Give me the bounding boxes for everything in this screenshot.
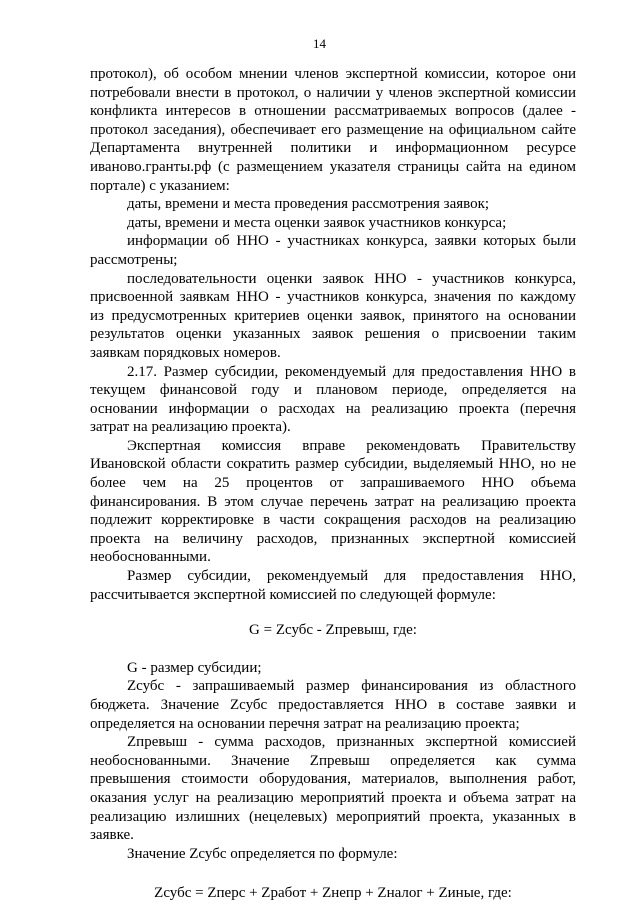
- text-line: из предусмотренных критериев оценки заявок, принятого на основании: [90, 307, 576, 324]
- text-line: проекта на величину расходов, признанных экспертной комиссией: [90, 530, 576, 547]
- text-line: необоснованными. Значение Zпревыш определяется как сумма: [90, 752, 576, 769]
- text-line: Департамента внутренней политики и информационном ресурсе: [90, 140, 576, 157]
- paragraph: [90, 567, 576, 604]
- text-line: финансирования. В этом случае перечень затрат на реализацию проекта: [90, 493, 576, 510]
- text-line: присвоенной заявкам ННО - участников конкурса, значения по каждому: [90, 289, 576, 306]
- formula-subsidy: G = Zсубс - Zпревыш, где:: [249, 622, 417, 639]
- paragraph-group-definitions: [90, 659, 576, 864]
- text-line: результатов оценки указанных заявок решения о присвоении таким: [90, 326, 576, 343]
- paragraph: [90, 677, 576, 733]
- text-line: превышения стоимости оборудования, материалов, выполнения работ,: [90, 771, 576, 788]
- text-line: подлежит корректировке в части сокращения расходов на реализацию: [90, 512, 576, 529]
- paragraph: [90, 232, 576, 269]
- text-line: информации об ННО - участниках конкурса, заявки которых были: [127, 233, 576, 250]
- text-line: Zпревыш - сумма расходов, признанных экспертной комиссией: [127, 734, 576, 751]
- text-line: заявке.: [90, 827, 134, 844]
- formula-zsubs: Zсубс = Zперс + Zработ + Zнепр + Zналог + Zиные, где:: [154, 885, 512, 902]
- text-line: 2.17. Размер субсидии, рекомендуемый для предоставления ННО в: [127, 363, 576, 380]
- text-line: бюджета. Значение Zсубс предоставляется ННО в составе заявки и: [90, 697, 576, 713]
- paragraph: [90, 195, 576, 214]
- document-body: [90, 65, 576, 903]
- text-line: Размер субсидии, рекомендуемый для предоставления ННО,: [127, 568, 576, 585]
- text-line: Zсубс - запрашиваемый размер финансирования из областного: [127, 678, 576, 695]
- paragraph: [90, 270, 576, 363]
- text-line: необоснованными.: [90, 549, 211, 566]
- text-line: Экспертная комиссия вправе рекомендовать Правительству: [127, 437, 576, 454]
- paragraph: [90, 659, 576, 678]
- text-line: оказания услуг на реализацию мероприятий проекта и объема затрат на: [90, 789, 576, 806]
- text-line: G - размер субсидии;: [127, 659, 262, 676]
- paragraph: [90, 845, 576, 864]
- text-line: Значение Zсубс определяется по формуле:: [127, 845, 398, 862]
- text-line: даты, времени и места оценки заявок участников конкурса;: [127, 214, 507, 231]
- text-line: затрат на реализацию проекта).: [90, 419, 291, 436]
- paragraph: [90, 363, 576, 437]
- text-line: реализацию излишних (нецелевых) мероприятий проекта, указанных в: [90, 808, 576, 825]
- text-line: портале) с указанием:: [90, 177, 230, 194]
- paragraph: [90, 65, 576, 195]
- text-line: протокол), об особом мнении членов экспертной комиссии, которое они: [90, 66, 576, 82]
- text-line: иваново.гранты.рф (с размещением указателя страницы сайта на едином: [90, 158, 576, 175]
- page-number: 14: [313, 36, 326, 51]
- text-line: рассчитывается экспертной комиссией по следующей формуле:: [90, 586, 496, 603]
- text-line: конфликта интересов в отношении рассматриваемых вопросов (далее -: [90, 103, 576, 120]
- text-line: рассмотрены;: [90, 251, 178, 268]
- paragraph-group-main: [90, 65, 576, 604]
- text-line: основании информации о расходах на реализацию проекта (перечня: [90, 400, 576, 417]
- paragraph: [90, 214, 576, 233]
- paragraph: [90, 733, 576, 845]
- text-line: более чем на 25 процентов от запрашиваемого ННО объема: [90, 475, 576, 492]
- text-line: протокол заседания), обеспечивает его размещение на официальном сайте: [90, 121, 576, 138]
- text-line: потребовали внести в протокол, о наличии у членов экспертной комиссии: [90, 84, 576, 101]
- text-line: заявкам порядковых номеров.: [90, 344, 281, 361]
- paragraph: [90, 437, 576, 567]
- text-line: даты, времени и места проведения рассмотрения заявок;: [127, 196, 490, 213]
- text-line: определяется на основании перечня затрат на реализацию проекта;: [90, 715, 520, 732]
- text-line: текущем финансовой году и плановом периоде, определяется на: [90, 382, 576, 399]
- text-line: последовательности оценки заявок ННО - участников конкурса,: [127, 270, 576, 287]
- text-line: Ивановской области сократить размер субсидии, выделяемый ННО, но не: [90, 456, 576, 473]
